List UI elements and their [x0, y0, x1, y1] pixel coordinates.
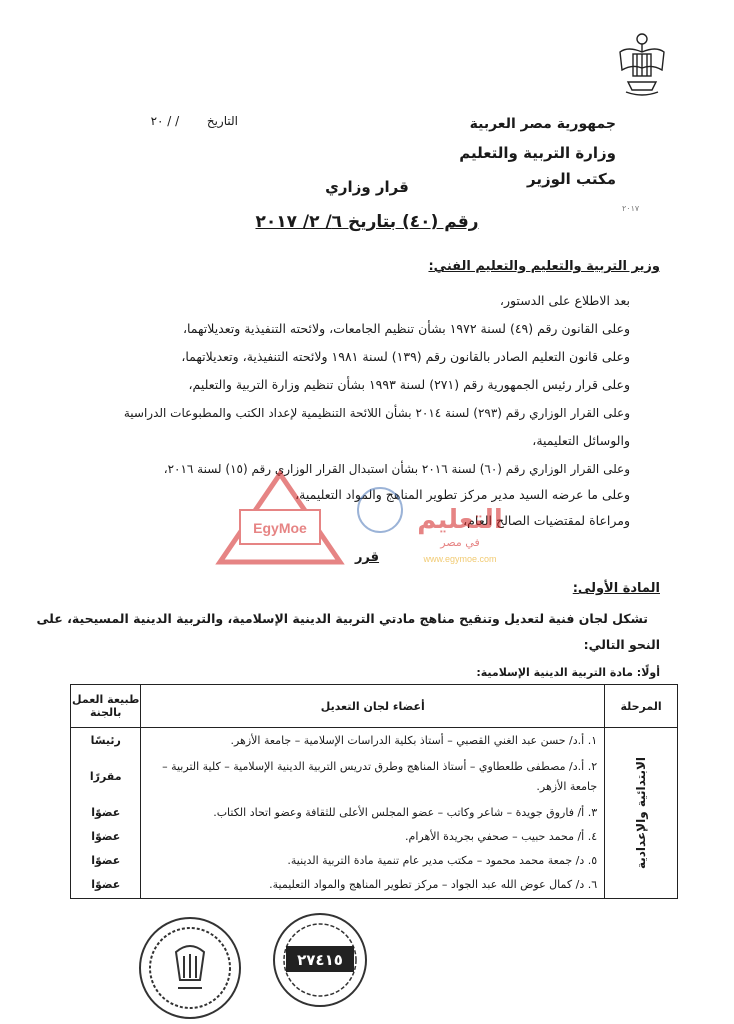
- official-seals: [120, 910, 380, 1020]
- member-5: ٥. د/ جمعة محمد محمود – مكتب مدير عام تنمية مادة التربية الدينية.: [287, 854, 598, 867]
- role-3: عضوًا: [91, 806, 121, 819]
- member-4: ٤. أ/ محمد حبيب – صحفي بجريدة الأهرام.: [405, 830, 598, 843]
- member-3: ٣. أ/ فاروق جويدة – شاعر وكاتب – عضو المجلس الأعلى للثقافة وعضو اتحاد الكتاب.: [213, 806, 598, 819]
- table-header-row: [71, 685, 678, 728]
- article-one-title: المادة الأولى:: [572, 581, 660, 596]
- preamble-line-2: وعلى القانون رقم (٤٩) لسنة ١٩٧٢ بشأن تنظيم الجامعات، ولائحته التنفيذية وتعديلاتهما،: [182, 321, 630, 336]
- org-line-3: مكتب الوزير: [526, 170, 616, 188]
- watermark-sub-text: في مصر: [440, 536, 480, 549]
- org-line-2: وزارة التربية والتعليم: [459, 144, 616, 162]
- role-5: عضوًا: [91, 854, 121, 867]
- preamble-line-3: وعلى قانون التعليم الصادر بالقانون رقم (١٣٩) لسنة ١٩٨١ ولائحته التنفيذية، وتعديلاتهما،: [181, 349, 630, 364]
- preamble-line-6: والوسائل التعليمية،: [532, 433, 630, 448]
- watermark-logo-text: EgyMoe: [253, 520, 307, 536]
- stage-label: الابتدائية والإعدادية: [634, 756, 649, 870]
- preamble-line-7: وعلى القرار الوزاري رقم (٦٠) لسنة ٢٠١٦ بشأن استبدال القرار الوزاري رقم (١٥) لسنة ٢٠١٦،: [163, 462, 630, 476]
- seal-number: ٢٧٤١٥: [297, 951, 343, 969]
- decree-issuer: وزير التربية والتعليم والتعليم الفني:: [428, 259, 660, 274]
- member-2: ٢. أ.د/ مصطفى طلعطاوي – أستاذ المناهج وطرق تدريس التربية الدينية الإسلامية – كلية التربية – جامعة الأزهر.: [162, 760, 598, 793]
- member-1: ١. أ.د/ حسن عبد الغني القصبي – أستاذ بكلية الدراسات الإسلامية – جامعة الأزهر.: [230, 734, 598, 747]
- section-first-title: أولًا: مادة التربية الدينية الإسلامية:: [476, 666, 660, 679]
- preamble-line-1: بعد الاطلاع على الدستور،: [499, 293, 630, 308]
- decree-title: قرار وزاري: [325, 178, 409, 196]
- members-cell: [141, 728, 605, 899]
- article-one-text-2: النحو التالي:: [583, 637, 660, 652]
- org-line-1: جمهورية مصر العربية: [469, 116, 616, 132]
- header-members: أعضاء لجان التعديل: [141, 685, 605, 728]
- date-field: [88, 114, 238, 128]
- ministry-seal-icon: [140, 918, 240, 1018]
- article-one-text-1: تشكل لجان فنية لتعديل وتنقيح مناهج مادتي التربية الدينية الإسلامية، والتربية الدينية المسيحية، على: [36, 611, 648, 626]
- eagle-emblem-icon: [614, 30, 670, 100]
- decides-label: قرر: [354, 550, 380, 565]
- role-2: مقررًا: [89, 770, 122, 783]
- preamble-line-9: ومراعاة لمقتضيات الصالح العام،: [463, 513, 630, 528]
- watermark-url: www.egymoe.com: [423, 554, 497, 564]
- committee-table: [70, 684, 678, 899]
- role-6: عضوًا: [91, 878, 121, 891]
- watermark-arabic-text: التعليم: [417, 505, 503, 535]
- preamble-line-8: وعلى ما عرضه السيد مدير مركز تطوير المناهج والمواد التعليمية،: [295, 487, 630, 502]
- watermark-globe-icon: [358, 488, 402, 532]
- preamble-line-4: وعلى قرار رئيس الجمهورية رقم (٢٧١) لسنة ١٩٩٣ بشأن تنظيم وزارة التربية والتعليم،: [188, 377, 630, 392]
- decree-number-line: رقم (٤٠) بتاريخ ٦/ ٢/ ٢٠١٧: [255, 212, 479, 232]
- registry-seal-icon: [274, 914, 366, 1006]
- stage-cell: [605, 728, 678, 899]
- header-role: طبيعة العمل بالجنة: [71, 685, 141, 728]
- preamble-line-5: وعلى القرار الوزاري رقم (٢٩٣) لسنة ٢٠١٤ بشأن اللائحة التنظيمية لإعداد الكتب والمطبوعات الدراسية: [123, 406, 630, 420]
- role-1: رئيسًا: [90, 734, 121, 747]
- role-4: عضوًا: [91, 830, 121, 843]
- roles-cell: [71, 728, 141, 899]
- date-label: التاريخ: [206, 114, 238, 128]
- header-small-stamp: ٢٠١٧: [622, 204, 640, 213]
- date-value: / / ٢٠: [150, 114, 180, 128]
- member-6: ٦. د/ كمال عوض الله عبد الجواد – مركز تطوير المناهج والمواد التعليمية.: [269, 878, 598, 891]
- header-stage: المرحلة: [605, 685, 678, 728]
- table-row: [71, 728, 678, 899]
